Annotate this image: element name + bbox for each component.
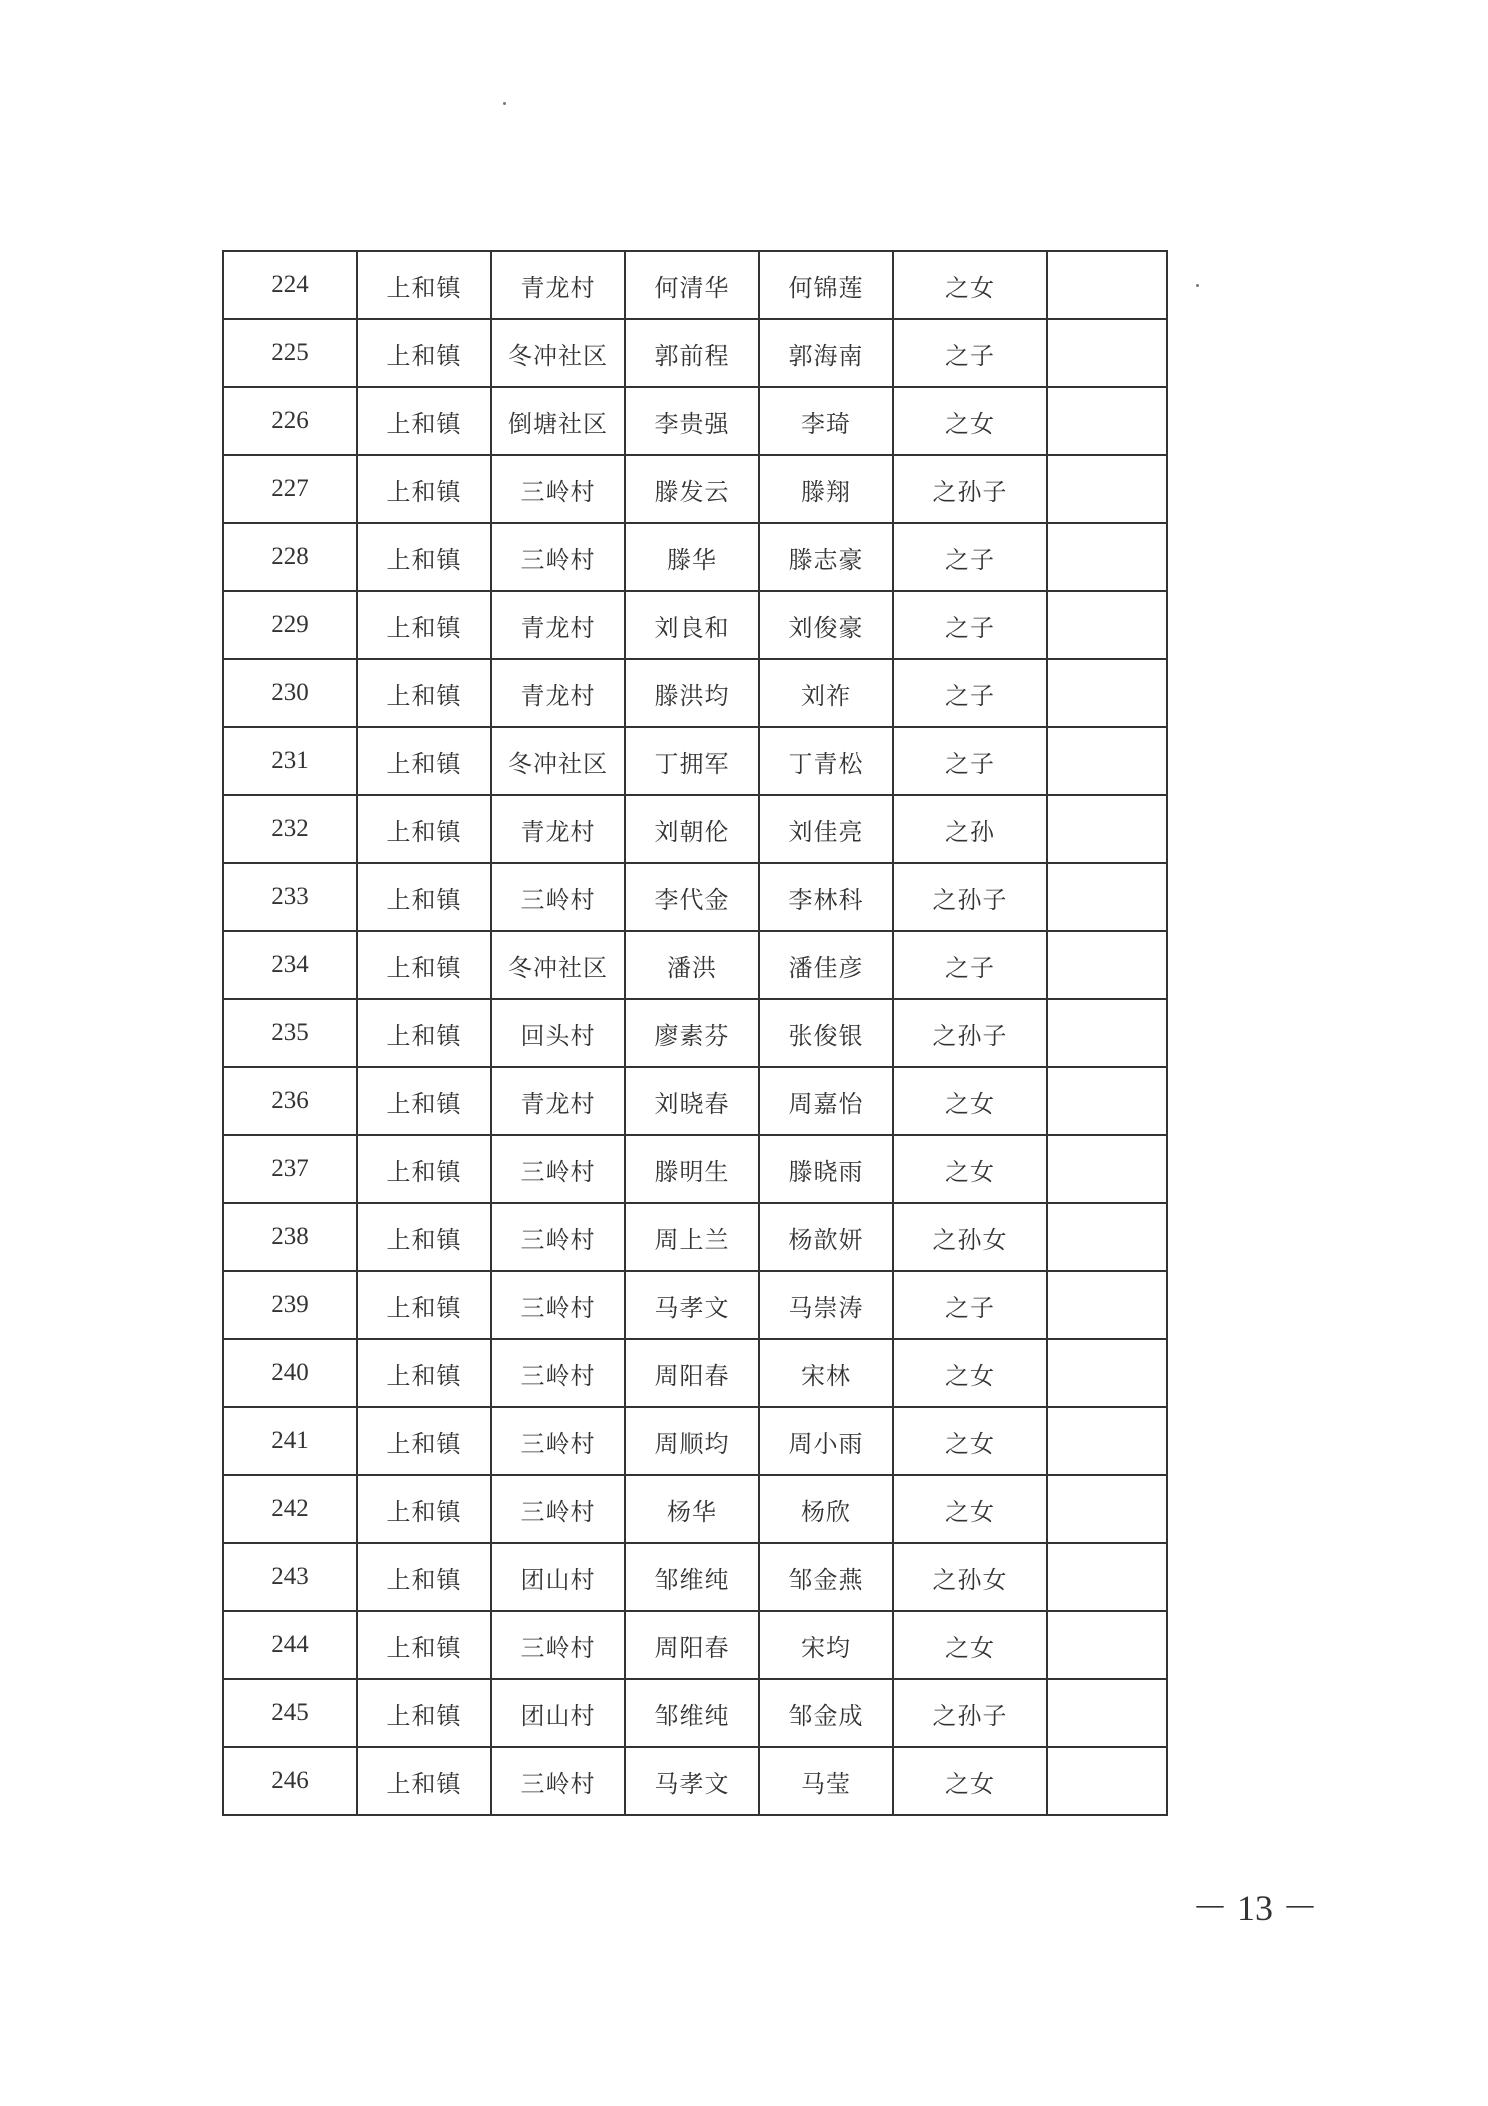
village-cell: 青龙村 — [491, 795, 625, 863]
table-row — [223, 1135, 1167, 1203]
relation-cell: 之女 — [893, 251, 1047, 319]
table-row — [223, 319, 1167, 387]
village-cell: 三岭村 — [491, 863, 625, 931]
remarks-cell — [1047, 1339, 1167, 1407]
child-name-cell: 周小雨 — [759, 1407, 893, 1475]
remarks-cell — [1047, 863, 1167, 931]
remarks-cell — [1047, 319, 1167, 387]
child-name-cell: 李琦 — [759, 387, 893, 455]
remarks-cell — [1047, 455, 1167, 523]
town-cell: 上和镇 — [357, 659, 491, 727]
relation-cell: 之孙女 — [893, 1203, 1047, 1271]
applicant-name-cell: 周上兰 — [625, 1203, 759, 1271]
row-number-cell: 243 — [223, 1543, 357, 1611]
town-cell: 上和镇 — [357, 1203, 491, 1271]
remarks-cell — [1047, 1475, 1167, 1543]
applicant-name-cell: 潘洪 — [625, 931, 759, 999]
village-cell: 三岭村 — [491, 1611, 625, 1679]
town-cell: 上和镇 — [357, 591, 491, 659]
village-cell: 青龙村 — [491, 251, 625, 319]
relation-cell: 之女 — [893, 1611, 1047, 1679]
relation-cell: 之孙子 — [893, 455, 1047, 523]
table-row — [223, 1407, 1167, 1475]
relation-cell: 之子 — [893, 319, 1047, 387]
child-name-cell: 邹金燕 — [759, 1543, 893, 1611]
village-cell: 三岭村 — [491, 1747, 625, 1815]
row-number-cell: 225 — [223, 319, 357, 387]
row-number-cell: 228 — [223, 523, 357, 591]
row-number-cell: 224 — [223, 251, 357, 319]
relation-cell: 之子 — [893, 727, 1047, 795]
scan-speck — [503, 102, 506, 105]
child-name-cell: 刘俊豪 — [759, 591, 893, 659]
relation-cell: 之孙 — [893, 795, 1047, 863]
row-number-cell: 241 — [223, 1407, 357, 1475]
applicant-name-cell: 马孝文 — [625, 1747, 759, 1815]
relation-cell: 之子 — [893, 523, 1047, 591]
row-number-cell: 238 — [223, 1203, 357, 1271]
row-number-cell: 237 — [223, 1135, 357, 1203]
remarks-cell — [1047, 1747, 1167, 1815]
town-cell: 上和镇 — [357, 931, 491, 999]
scan-speck — [1196, 284, 1199, 287]
village-cell: 倒塘社区 — [491, 387, 625, 455]
child-name-cell: 马莹 — [759, 1747, 893, 1815]
relation-cell: 之女 — [893, 1407, 1047, 1475]
applicant-name-cell: 滕明生 — [625, 1135, 759, 1203]
relation-cell: 之女 — [893, 1067, 1047, 1135]
remarks-cell — [1047, 1067, 1167, 1135]
applicant-name-cell: 邹维纯 — [625, 1679, 759, 1747]
relation-cell: 之女 — [893, 1339, 1047, 1407]
town-cell: 上和镇 — [357, 1135, 491, 1203]
remarks-cell — [1047, 387, 1167, 455]
town-cell: 上和镇 — [357, 1339, 491, 1407]
table-row — [223, 931, 1167, 999]
applicant-name-cell: 丁拥军 — [625, 727, 759, 795]
table-row — [223, 591, 1167, 659]
applicant-name-cell: 刘晓春 — [625, 1067, 759, 1135]
child-name-cell: 周嘉怡 — [759, 1067, 893, 1135]
relation-cell: 之女 — [893, 387, 1047, 455]
child-name-cell: 张俊银 — [759, 999, 893, 1067]
remarks-cell — [1047, 1679, 1167, 1747]
child-name-cell: 李林科 — [759, 863, 893, 931]
row-number-cell: 235 — [223, 999, 357, 1067]
child-name-cell: 邹金成 — [759, 1679, 893, 1747]
village-cell: 团山村 — [491, 1679, 625, 1747]
applicant-name-cell: 周阳春 — [625, 1339, 759, 1407]
town-cell: 上和镇 — [357, 387, 491, 455]
table-row — [223, 1611, 1167, 1679]
row-number-cell: 233 — [223, 863, 357, 931]
applicant-name-cell: 滕发云 — [625, 455, 759, 523]
town-cell: 上和镇 — [357, 319, 491, 387]
remarks-cell — [1047, 931, 1167, 999]
child-name-cell: 宋林 — [759, 1339, 893, 1407]
remarks-cell — [1047, 999, 1167, 1067]
table-row — [223, 999, 1167, 1067]
row-number-cell: 246 — [223, 1747, 357, 1815]
village-cell: 冬冲社区 — [491, 727, 625, 795]
applicant-name-cell: 杨华 — [625, 1475, 759, 1543]
child-name-cell: 潘佳彦 — [759, 931, 893, 999]
row-number-cell: 245 — [223, 1679, 357, 1747]
relation-cell: 之子 — [893, 591, 1047, 659]
table-row — [223, 1543, 1167, 1611]
child-name-cell: 滕翔 — [759, 455, 893, 523]
remarks-cell — [1047, 727, 1167, 795]
relation-cell: 之孙子 — [893, 1679, 1047, 1747]
remarks-cell — [1047, 1543, 1167, 1611]
row-number-cell: 230 — [223, 659, 357, 727]
table-row — [223, 523, 1167, 591]
town-cell: 上和镇 — [357, 1611, 491, 1679]
town-cell: 上和镇 — [357, 999, 491, 1067]
row-number-cell: 234 — [223, 931, 357, 999]
applicant-name-cell: 刘良和 — [625, 591, 759, 659]
table-row — [223, 1747, 1167, 1815]
town-cell: 上和镇 — [357, 727, 491, 795]
child-name-cell: 滕志豪 — [759, 523, 893, 591]
applicant-name-cell: 李代金 — [625, 863, 759, 931]
remarks-cell — [1047, 1203, 1167, 1271]
remarks-cell — [1047, 1611, 1167, 1679]
remarks-cell — [1047, 659, 1167, 727]
town-cell: 上和镇 — [357, 1747, 491, 1815]
child-name-cell: 马崇涛 — [759, 1271, 893, 1339]
remarks-cell — [1047, 1135, 1167, 1203]
town-cell: 上和镇 — [357, 1475, 491, 1543]
row-number-cell: 226 — [223, 387, 357, 455]
relation-cell: 之女 — [893, 1475, 1047, 1543]
row-number-cell: 236 — [223, 1067, 357, 1135]
town-cell: 上和镇 — [357, 251, 491, 319]
row-number-cell: 229 — [223, 591, 357, 659]
child-name-cell: 宋均 — [759, 1611, 893, 1679]
child-name-cell: 丁青松 — [759, 727, 893, 795]
roster-table-body — [223, 251, 1167, 1815]
table-row — [223, 863, 1167, 931]
village-cell: 青龙村 — [491, 591, 625, 659]
applicant-name-cell: 何清华 — [625, 251, 759, 319]
applicant-name-cell: 李贵强 — [625, 387, 759, 455]
row-number-cell: 239 — [223, 1271, 357, 1339]
table-row — [223, 251, 1167, 319]
applicant-name-cell: 邹维纯 — [625, 1543, 759, 1611]
village-cell: 三岭村 — [491, 455, 625, 523]
table-row — [223, 1271, 1167, 1339]
village-cell: 三岭村 — [491, 1271, 625, 1339]
remarks-cell — [1047, 1271, 1167, 1339]
applicant-name-cell: 周顺均 — [625, 1407, 759, 1475]
town-cell: 上和镇 — [357, 1543, 491, 1611]
child-name-cell: 郭海南 — [759, 319, 893, 387]
child-name-cell: 滕晓雨 — [759, 1135, 893, 1203]
remarks-cell — [1047, 591, 1167, 659]
town-cell: 上和镇 — [357, 1067, 491, 1135]
table-row — [223, 727, 1167, 795]
applicant-name-cell: 马孝文 — [625, 1271, 759, 1339]
row-number-cell: 240 — [223, 1339, 357, 1407]
relation-cell: 之子 — [893, 1271, 1047, 1339]
applicant-name-cell: 周阳春 — [625, 1611, 759, 1679]
remarks-cell — [1047, 1407, 1167, 1475]
applicant-name-cell: 郭前程 — [625, 319, 759, 387]
roster-table — [222, 250, 1168, 1816]
table-row — [223, 795, 1167, 863]
row-number-cell: 242 — [223, 1475, 357, 1543]
village-cell: 三岭村 — [491, 1135, 625, 1203]
relation-cell: 之孙子 — [893, 999, 1047, 1067]
village-cell: 冬冲社区 — [491, 931, 625, 999]
child-name-cell: 刘祚 — [759, 659, 893, 727]
relation-cell: 之女 — [893, 1135, 1047, 1203]
village-cell: 三岭村 — [491, 523, 625, 591]
village-cell: 冬冲社区 — [491, 319, 625, 387]
village-cell: 青龙村 — [491, 659, 625, 727]
relation-cell: 之子 — [893, 659, 1047, 727]
village-cell: 三岭村 — [491, 1475, 625, 1543]
applicant-name-cell: 刘朝伦 — [625, 795, 759, 863]
child-name-cell: 刘佳亮 — [759, 795, 893, 863]
town-cell: 上和镇 — [357, 1679, 491, 1747]
table-row — [223, 1339, 1167, 1407]
relation-cell: 之女 — [893, 1747, 1047, 1815]
village-cell: 三岭村 — [491, 1339, 625, 1407]
town-cell: 上和镇 — [357, 1407, 491, 1475]
village-cell: 三岭村 — [491, 1203, 625, 1271]
table-row — [223, 455, 1167, 523]
table-row — [223, 659, 1167, 727]
applicant-name-cell: 滕华 — [625, 523, 759, 591]
row-number-cell: 244 — [223, 1611, 357, 1679]
town-cell: 上和镇 — [357, 455, 491, 523]
relation-cell: 之子 — [893, 931, 1047, 999]
remarks-cell — [1047, 251, 1167, 319]
town-cell: 上和镇 — [357, 863, 491, 931]
village-cell: 三岭村 — [491, 1407, 625, 1475]
table-row — [223, 1203, 1167, 1271]
row-number-cell: 232 — [223, 795, 357, 863]
town-cell: 上和镇 — [357, 1271, 491, 1339]
row-number-cell: 227 — [223, 455, 357, 523]
town-cell: 上和镇 — [357, 523, 491, 591]
table-row — [223, 387, 1167, 455]
table-row — [223, 1679, 1167, 1747]
applicant-name-cell: 廖素芬 — [625, 999, 759, 1067]
village-cell: 青龙村 — [491, 1067, 625, 1135]
remarks-cell — [1047, 795, 1167, 863]
child-name-cell: 何锦莲 — [759, 251, 893, 319]
town-cell: 上和镇 — [357, 795, 491, 863]
relation-cell: 之孙女 — [893, 1543, 1047, 1611]
village-cell: 团山村 — [491, 1543, 625, 1611]
relation-cell: 之孙子 — [893, 863, 1047, 931]
row-number-cell: 231 — [223, 727, 357, 795]
page-number: － 13 － — [1192, 1888, 1319, 1928]
child-name-cell: 杨欣 — [759, 1475, 893, 1543]
child-name-cell: 杨歆妍 — [759, 1203, 893, 1271]
village-cell: 回头村 — [491, 999, 625, 1067]
table-row — [223, 1067, 1167, 1135]
table-row — [223, 1475, 1167, 1543]
remarks-cell — [1047, 523, 1167, 591]
applicant-name-cell: 滕洪均 — [625, 659, 759, 727]
